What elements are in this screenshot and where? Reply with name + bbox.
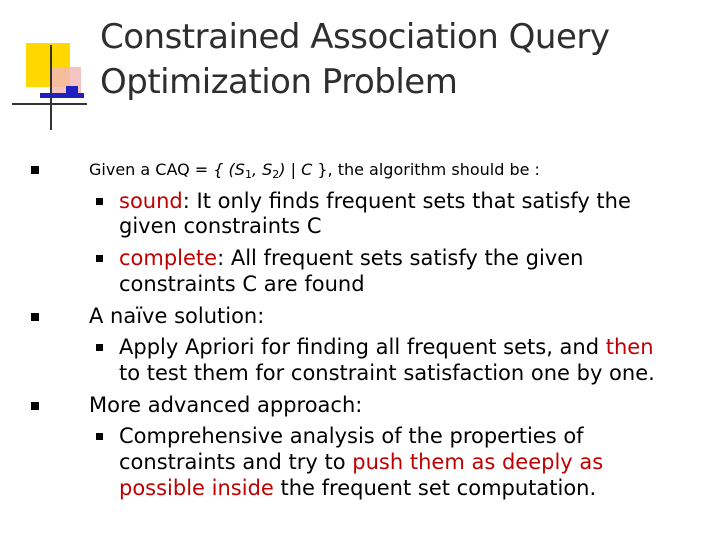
sound-term: sound xyxy=(119,189,183,213)
sound-line-2: given constraints C xyxy=(119,214,322,238)
sound-line-1: sound: It only finds frequent sets that satisfy the xyxy=(119,189,631,213)
bullet-1-text: Given a CAQ = { ($S_1$, $S_2$) | C }, the algorithm should be : xyxy=(89,160,540,181)
advanced-line-1: Comprehensive analysis of the properties of xyxy=(119,424,584,448)
advanced-line-3: possible inside the frequent set computation. xyxy=(119,476,597,500)
bullet-marker xyxy=(31,166,39,174)
bullet-2-text: A naïve solution: xyxy=(89,304,265,328)
sub-bullet-marker xyxy=(96,198,103,205)
title-line-2: Optimization Problem xyxy=(100,62,458,102)
complete-line-2: constraints C are found xyxy=(119,272,365,296)
complete-line-1: complete: All frequent sets satisfy the given xyxy=(119,246,584,270)
sub-bullet-marker xyxy=(96,255,103,262)
bullet-marker xyxy=(31,402,39,410)
sub-bullet-marker xyxy=(96,344,103,351)
title-line-1: Constrained Association Query xyxy=(100,17,610,57)
vertical-line-decoration xyxy=(50,45,52,130)
then-highlight: then xyxy=(605,335,654,359)
complete-term: complete xyxy=(119,246,218,270)
naive-line-1: Apply Apriori for finding all frequent sets, and then xyxy=(119,335,654,359)
blue-square-decoration xyxy=(66,86,78,98)
advanced-line-2: constraints and try to push them as deeply as xyxy=(119,450,604,474)
sub-bullet-marker xyxy=(96,433,103,440)
horizontal-line-decoration xyxy=(12,103,87,105)
push-highlight: push them as deeply as xyxy=(352,450,604,474)
inside-highlight: possible inside xyxy=(119,476,274,500)
bullet-marker xyxy=(31,313,39,321)
naive-line-2: to test them for constraint satisfaction one by one. xyxy=(119,361,655,385)
slide-title xyxy=(100,15,700,105)
bullet-3-text: More advanced approach: xyxy=(89,393,363,417)
